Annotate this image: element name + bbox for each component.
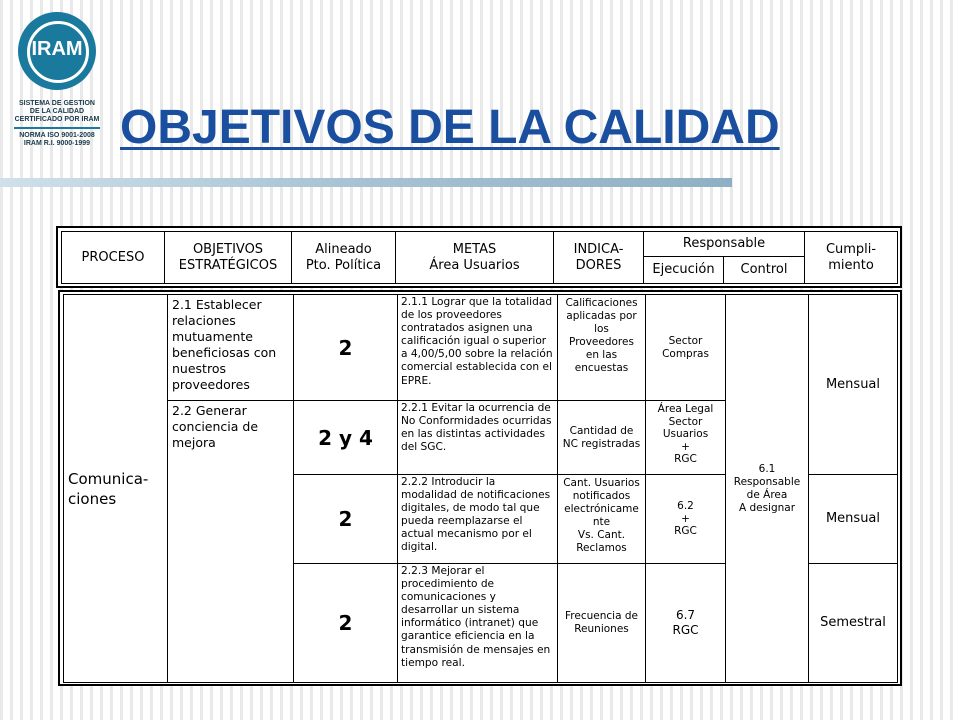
header-cumplimiento: Cumpli- miento [805, 232, 898, 284]
title-divider-bar [0, 178, 732, 187]
header-control: Control [724, 257, 805, 284]
meta-cell: 2.2.1 Evitar la ocurrencia de No Conformidades ocurridas en las distintas actividades del SGC. [398, 401, 558, 475]
ejecucion-cell: Área Legal Sector Usuarios + RGC [646, 401, 726, 475]
meta-cell: 2.2.3 Mejorar el procedimiento de comunicaciones y desarrollar un sistema informático (intranet) que garantice eficiencia en la transmisión de mensajes en tiempo real. [398, 564, 558, 683]
indicador-cell: Cant. Usuarios notificados electrónicame nte Vs. Cant. Reclamos [558, 475, 646, 564]
cumplimiento-cell: Mensual [809, 295, 898, 475]
logo-norm: IRAM R.I. 9000-1999 [23, 140, 91, 147]
logo-word: IRAM [31, 38, 83, 60]
page-title: OBJETIVOS DE LA CALIDAD [120, 101, 780, 154]
meta-cell: 2.1.1 Lograr que la totalidad de los proveedores contratados asignen una calificación igual o superior a 4,00/5,00 sobre la relación comercial establecida con el EPRE. [398, 295, 558, 401]
objetivo-cell: 2.2 Generar conciencia de mejora [168, 401, 294, 683]
logo-norm: NORMA ISO 9001-2008 [19, 132, 95, 139]
header-proceso: PROCESO [62, 232, 165, 284]
proceso-cell: Comunica- ciones [64, 295, 168, 683]
indicador-cell: Cantidad de NC registradas [558, 401, 646, 475]
table-row [64, 295, 898, 401]
indicador-cell: Frecuencia de Reuniones [558, 564, 646, 683]
logo-certification-text [10, 100, 104, 148]
indicador-cell: Calificaciones aplicadas por los Proveedores en las encuestas [558, 295, 646, 401]
ejecucion-cell: Sector Compras [646, 295, 726, 401]
control-cell: 6.1 Responsable de Área A designar [726, 295, 809, 683]
objectives-table [63, 294, 898, 683]
logo-line: DE LA CALIDAD [29, 108, 85, 115]
alineado-cell: 2 [294, 295, 398, 401]
header-responsable: Responsable [644, 232, 805, 257]
header-indicadores: INDICA- DORES [554, 232, 644, 284]
logo-divider [14, 127, 100, 129]
objetivo-cell: 2.1 Establecer relaciones mutuamente beneficiosas con nuestros proveedores [168, 295, 294, 401]
cumplimiento-cell: Mensual [809, 475, 898, 564]
alineado-cell: 2 [294, 564, 398, 683]
ejecucion-cell: 6.7 RGC [646, 564, 726, 683]
header-ejecucion: Ejecución [644, 257, 724, 284]
header-alineado: Alineado Pto. Política [292, 232, 396, 284]
ejecucion-cell: 6.2 + RGC [646, 475, 726, 564]
alineado-cell: 2 y 4 [294, 401, 398, 475]
meta-cell: 2.2.2 Introducir la modalidad de notificaciones digitales, de modo tal que pueda reemplazarse el actual mecanismo por el digital. [398, 475, 558, 564]
alineado-cell: 2 [294, 475, 398, 564]
iram-seal-icon [18, 12, 96, 90]
iram-logo [10, 12, 104, 148]
header-metas: METAS Área Usuarios [396, 232, 554, 284]
header-table [61, 231, 898, 284]
cumplimiento-cell: Semestral [809, 564, 898, 683]
logo-line: CERTIFICADO POR IRAM [14, 116, 100, 123]
header-objetivos: OBJETIVOS ESTRATÉGICOS [165, 232, 292, 284]
logo-line: SISTEMA DE GESTION [19, 100, 95, 107]
